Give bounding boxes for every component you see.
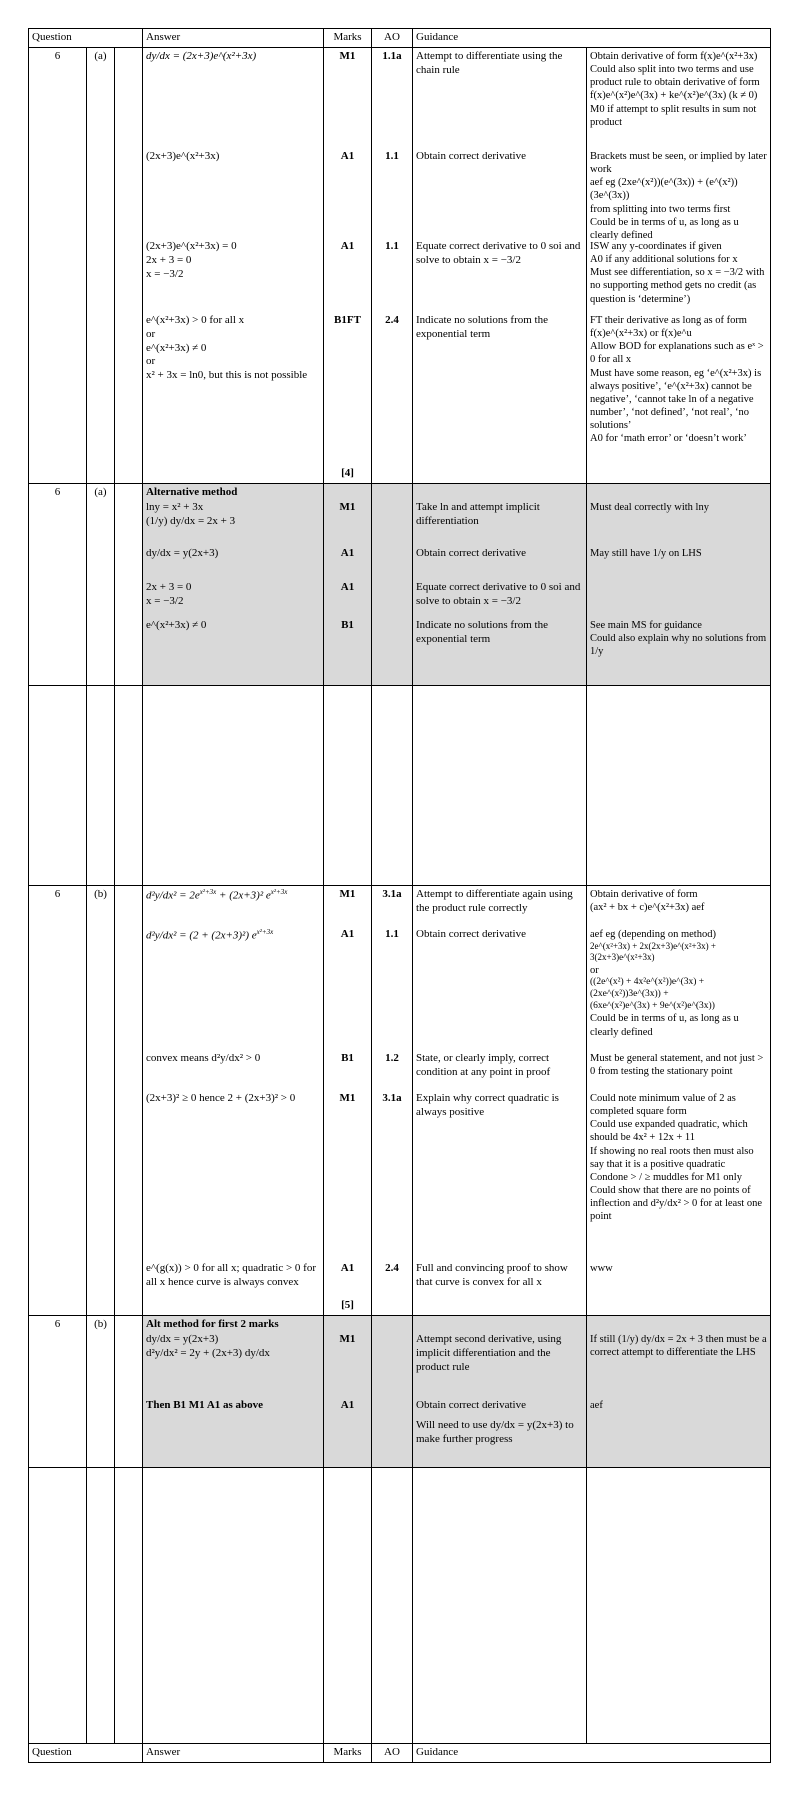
marks-cell [324,48,372,484]
guidance-line: Obtain derivative of form f(x)e^(x²+3x) [590,51,758,62]
guidance-line: Brackets must be seen, or implied by later work [590,151,767,176]
guidance-line: ((2e^(x²) + 4x²e^(x²))e^(3x) + (2xe^(x²))3e^(3x)) + [590,976,705,999]
guidance-line: Condone > / ≥ muddles for M1 only [590,1171,742,1183]
question-part: (a) [87,484,115,686]
answer-line: e^(g(x)) > 0 for all x; quadratic > 0 for all x hence curve is always convex [146,1262,316,1288]
description: Indicate no solutions from the exponential term [416,619,548,645]
question-number: 6 [29,1316,87,1468]
description: Equate correct derivative to 0 soi and solve to obtain x = −3/2 [416,581,581,607]
description: Attempt second derivative, using implicit differentiation and the product rule [416,1333,562,1373]
mark: A1 [340,1399,355,1411]
mark-scheme-table [28,28,771,1763]
description-cell [413,484,587,686]
answer-line: Then B1 M1 A1 as above [146,1399,264,1411]
marks-cell [324,1316,372,1468]
mark: M1 [339,501,356,513]
question-part: (a) [87,48,115,484]
mark: M1 [339,1333,356,1345]
mark-scheme-page [28,28,770,1772]
description: Obtain correct derivative [416,928,526,940]
mark: B1 [341,1052,354,1064]
footer-guidance: Guidance [413,1744,771,1763]
description: Explain why correct quadratic is always positive [416,1092,559,1118]
mark: B1FT [334,314,361,326]
question-number: 6 [29,48,87,484]
description: Obtain correct derivative [416,150,526,162]
guidance-line: Could be in terms of u, as long as u clearly defined [590,1013,739,1038]
description: Full and convincing proof to show that curve is convex for all x [416,1262,568,1288]
ao-cell [372,484,413,686]
alt-title: Alternative method [146,486,238,498]
description-cell [413,886,587,1316]
guidance-line: correct attempt to differentiate the LHS [590,1347,756,1359]
answer-cell [143,1316,324,1468]
answer-line: or [146,355,156,368]
mark: A1 [340,1262,355,1274]
answer-line: or [146,327,156,340]
question-6a-alt-block [29,484,771,686]
ao-cell [372,1316,413,1468]
question-number: 6 [29,484,87,686]
ao: 1.1 [385,240,399,252]
mark: M1 [339,1092,356,1104]
table-header-row [29,29,771,48]
guidance-line: Obtain derivative of form [590,889,698,900]
description: Attempt to differentiate again using the product rule correctly [416,888,573,914]
answer-cell [143,484,324,686]
mark: M1 [339,888,356,900]
guidance-cell [587,48,771,484]
ao: 1.1a [382,50,402,62]
guidance-line: If showing no real roots then must also say that it is a positive quadratic [590,1145,754,1170]
guidance-line: Could show that there are no points of inflection and d²y/dx² > 0 for at least one point [590,1184,763,1223]
answer-line: $d^2y/dx^2 = 2e^{x^2+3x} + (2x+3)^2$ $e^{x^2+3x}$ [146,888,288,902]
answer-line: x² + 3x = ln0, but this is not possible [146,369,308,381]
guidance-line: A0 for ‘math error’ or ‘doesn’t work’ [590,433,747,445]
guidance-line: Could be in terms of u, as long as u clearly defined [590,216,739,240]
ao-cell [372,886,413,1316]
answer-line: e^(x²+3x) ≠ 0 [146,341,207,354]
guidance-line: from splitting into two terms first [590,203,731,215]
question-part: (b) [87,886,115,1316]
answer-line: (2x+3)² ≥ 0 hence 2 + (2x+3)² > 0 [146,1092,296,1104]
answer-line: e^(x²+3x) ≠ 0 [146,619,207,631]
guidance-line: Must be general statement, and not just > 0 from testing the stationary point [590,1053,764,1078]
guidance-line: Must see differentiation, so x = −3/2 with no supporting method gets no credit (as question is ‘determine’) [590,267,765,305]
description: Will need to use dy/dx = y(2x+3) to make further progress [416,1418,574,1445]
guidance-line: A0 if any additional solutions for x [590,254,738,266]
guidance-line: See main MS for guidance [590,620,702,631]
description: State, or clearly imply, correct condition at any point in proof [416,1052,551,1078]
guidance-line: (ax² + bx + c)e^(x²+3x) aef [590,902,705,914]
footer-question: Question [29,1744,143,1763]
guidance-line: M0 if attempt to split results in sum not product [590,103,757,128]
mark: A1 [340,928,355,940]
marks-cell [324,886,372,1316]
footer-ao: AO [372,1744,413,1763]
guidance-line: www [590,1263,613,1274]
guidance-line: aef eg (depending on method) [590,929,716,940]
mark: A1 [340,547,355,559]
alt-title: Alt method for first 2 marks [146,1318,279,1330]
description: Obtain correct derivative [416,547,526,559]
description: Attempt to differentiate using the chain rule [416,50,563,76]
guidance-line: Must deal correctly with lny [590,502,709,513]
mark: M1 [339,50,356,62]
guidance-line: or [590,964,599,976]
blank-row [29,1468,771,1744]
ao-cell [372,48,413,484]
description-cell [413,48,587,484]
question-6b-block [29,886,771,1316]
question-part: (b) [87,1316,115,1468]
answer-line: lny = x² + 3x [146,501,204,513]
header-marks: Marks [324,29,372,48]
answer-line: d²y/dx² = (2 + (2x+3)²) $e^{x^2+3x}$ [146,928,274,942]
guidance-line: Could use expanded quadratic, which should be 4x² + 12x + 11 [590,1119,748,1144]
marks-cell [324,484,372,686]
guidance-line: Allow BOD for explanations such as eˣ > 0 for all x [590,341,764,366]
blank-row [29,686,771,886]
question-6a-block [29,48,771,484]
mark: B1 [341,619,354,631]
description: Equate correct derivative to 0 soi and solve to obtain x = −3/2 [416,240,581,266]
mark: A1 [340,240,355,252]
answer-line: dy/dx = (2x+3)e^(x²+3x) [146,50,257,62]
guidance-line: Must have some reason, eg ‘e^(x²+3x) is always positive’, ‘e^(x²+3x) cannot be negative’, ‘cannot take ln of a negative number’, ‘not defined’, ‘not real’, ‘no solutions’ [590,367,762,431]
ao: 1.2 [385,1052,399,1064]
description: Indicate no solutions from the exponential term [416,314,548,340]
ao: 2.4 [385,314,399,326]
footer-answer: Answer [143,1744,324,1763]
guidance-line: aef eg (2xe^(x²))(e^(3x)) + (e^(x²))(3e^(3x)) [590,177,738,202]
total-marks: [5] [341,1299,354,1312]
guidance-line: Could also split into two terms and use product rule to obtain derivative of form f(x)e^(x²)e^(3x) + ke^(x²)e^(3x) (k ≠ 0) [590,64,760,102]
ao: 1.1 [385,928,399,940]
answer-cell [143,886,324,1316]
answer-line: x = −3/2 [146,267,184,280]
guidance-line: Could also explain why no solutions from 1/y [590,633,767,658]
total-marks: [4] [341,467,354,480]
question-number: 6 [29,886,87,1316]
description: Take ln and attempt implicit differentiation [416,501,540,527]
mark: A1 [340,581,355,593]
guidance-line: Could note minimum value of 2 as completed square form [590,1093,736,1118]
guidance-cell [587,484,771,686]
answer-line: 2x + 3 = 0 [146,581,192,593]
question-6b-alt-block [29,1316,771,1468]
description-cell [413,1316,587,1468]
ao: 2.4 [385,1262,399,1274]
description: Obtain correct derivative [416,1399,526,1411]
guidance-line: FT their derivative as long as of form f(x)e^(x²+3x) or f(x)e^u [590,315,747,340]
guidance-line: aef [590,1400,603,1411]
answer-line: dy/dx = y(2x+3) [146,547,219,559]
ao: 3.1a [382,888,402,900]
answer-line: e^(x²+3x) > 0 for all x [146,314,245,326]
header-guidance: Guidance [413,29,771,48]
header-question: Question [29,29,143,48]
guidance-line: May still have 1/y on LHS [590,548,702,559]
ao: 3.1a [382,1092,402,1104]
guidance-cell [587,886,771,1316]
answer-line: (1/y) dy/dx = 2x + 3 [146,514,236,527]
guidance-cell [587,1316,771,1468]
guidance-line: ISW any y-coordinates if given [590,241,722,252]
footer-marks: Marks [324,1744,372,1763]
answer-line: dy/dx = y(2x+3) [146,1333,219,1345]
header-answer: Answer [143,29,324,48]
guidance-line: (6xe^(x²)e^(3x) + 9e^(x²)e^(3x)) [590,1000,715,1011]
ao: 1.1 [385,150,399,162]
table-footer-row [29,1744,771,1763]
answer-cell [143,48,324,484]
mark: A1 [340,150,355,162]
answer-line: x = −3/2 [146,594,184,607]
answer-line: d²y/dx² = 2y + (2x+3) dy/dx [146,1346,270,1359]
answer-line: (2x+3)e^(x²+3x) [146,150,220,162]
answer-line: (2x+3)e^(x²+3x) = 0 [146,240,237,252]
answer-line: 2x + 3 = 0 [146,253,192,266]
answer-line: convex means d²y/dx² > 0 [146,1052,261,1064]
header-ao: AO [372,29,413,48]
guidance-line: 2e^(x²+3x) + 2x(2x+3)e^(x²+3x) + 3(2x+3)e^(x²+3x) [590,941,716,963]
guidance-line: If still (1/y) dy/dx = 2x + 3 then must be a [590,1334,767,1345]
